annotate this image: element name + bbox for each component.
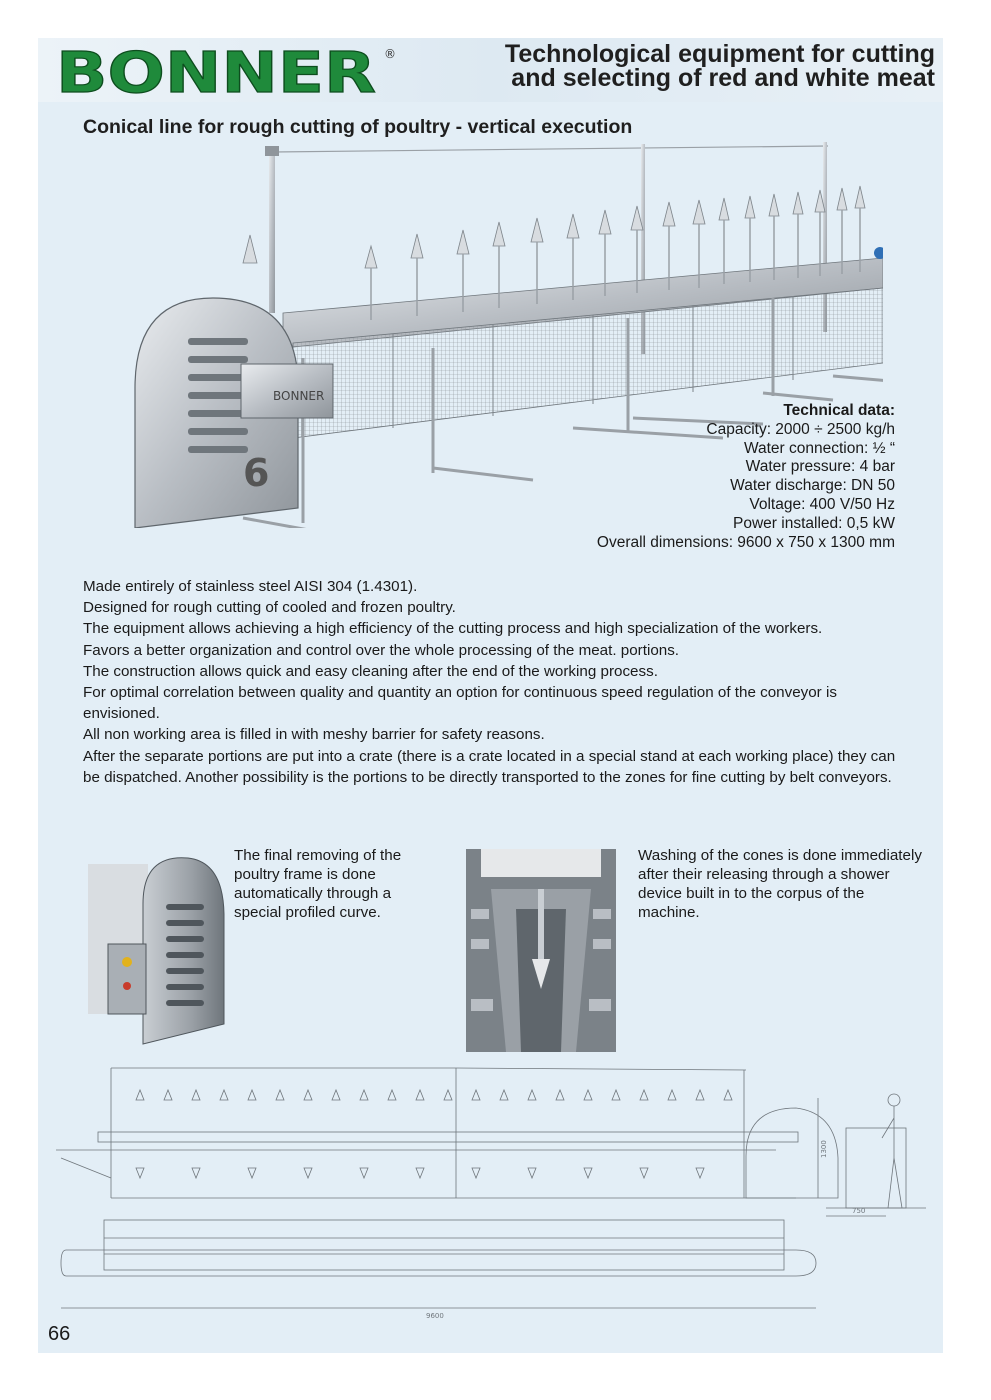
logo-wordmark: BONNER xyxy=(56,42,376,98)
header-title xyxy=(435,42,935,90)
bonner-logo xyxy=(54,42,414,98)
header-band xyxy=(38,38,943,102)
frame-removal-photo xyxy=(88,844,228,1054)
description-text xyxy=(83,576,908,788)
frame-removal-caption: The final removing of the poultry frame is done automatically through a special profiled curve. xyxy=(234,847,402,921)
technical-data-line: Overall dimensions: 9600 x 750 x 1300 mm xyxy=(596,533,895,551)
cone-washing-caption: Washing of the cones is done immediately after their releasing through a shower device built in to the corpus of the machine. xyxy=(638,847,922,921)
technical-data-heading: Technical data: xyxy=(783,402,895,419)
description-paragraph: Made entirely of stainless steel AISI 304 (1.4301). xyxy=(83,578,418,595)
technical-data-line: Water discharge: DN 50 xyxy=(730,477,895,495)
description-paragraph: After the separate portions are put into a crate (there is a crate located in a special stand at each working place) they can be dispatched. Another possibility is the portions to be directly transported to the zones for fine cutting by belt conveyors. xyxy=(83,747,896,786)
description-paragraph: Designed for rough cutting of cooled and frozen poultry. xyxy=(83,599,456,617)
page-number: 66 xyxy=(48,1323,71,1345)
dimension-height: 1300 xyxy=(820,1140,828,1158)
header-title-line-1: Technological equipment for cutting xyxy=(504,40,935,68)
technical-data-block xyxy=(597,402,895,552)
cone-washing-photo xyxy=(466,849,616,1052)
machine-emblem: 6 xyxy=(243,451,270,495)
technical-data-line: Water connection: ½ “ xyxy=(743,439,895,457)
dimension-length: 9600 xyxy=(426,1312,444,1320)
description-paragraph: All non working area is filled in with meshy barrier for safety reasons. xyxy=(83,726,545,744)
header-title-line-2: and selecting of red and white meat xyxy=(511,64,935,92)
section-title: Conical line for rough cutting of poultry - vertical execution xyxy=(83,116,633,138)
dimension-width: 750 xyxy=(852,1207,866,1215)
description-paragraph: The equipment allows achieving a high efficiency of the cutting process and high specialization of the workers. xyxy=(83,620,823,638)
machine-brand-plate: BONNER xyxy=(273,389,325,403)
page-panel xyxy=(38,38,943,1353)
technical-data-line: Voltage: 400 V/50 Hz xyxy=(749,495,895,513)
technical-data-line: Water pressure: 4 bar xyxy=(745,458,895,476)
description-paragraph: For optimal correlation between quality and quantity an option for continuous speed regulation of the conveyor is envisioned. xyxy=(83,684,837,723)
registered-mark: ® xyxy=(384,47,396,61)
technical-data-line: Capacity: 2000 ÷ 2500 kg/h xyxy=(706,420,895,438)
technical-data-line: Power installed: 0,5 kW xyxy=(733,514,895,532)
description-paragraph: Favors a better organization and control over the whole processing of the meat. portions. xyxy=(83,641,680,659)
description-paragraph: The construction allows quick and easy cleaning after the end of the working process. xyxy=(83,662,658,680)
technical-drawing xyxy=(56,1058,936,1328)
